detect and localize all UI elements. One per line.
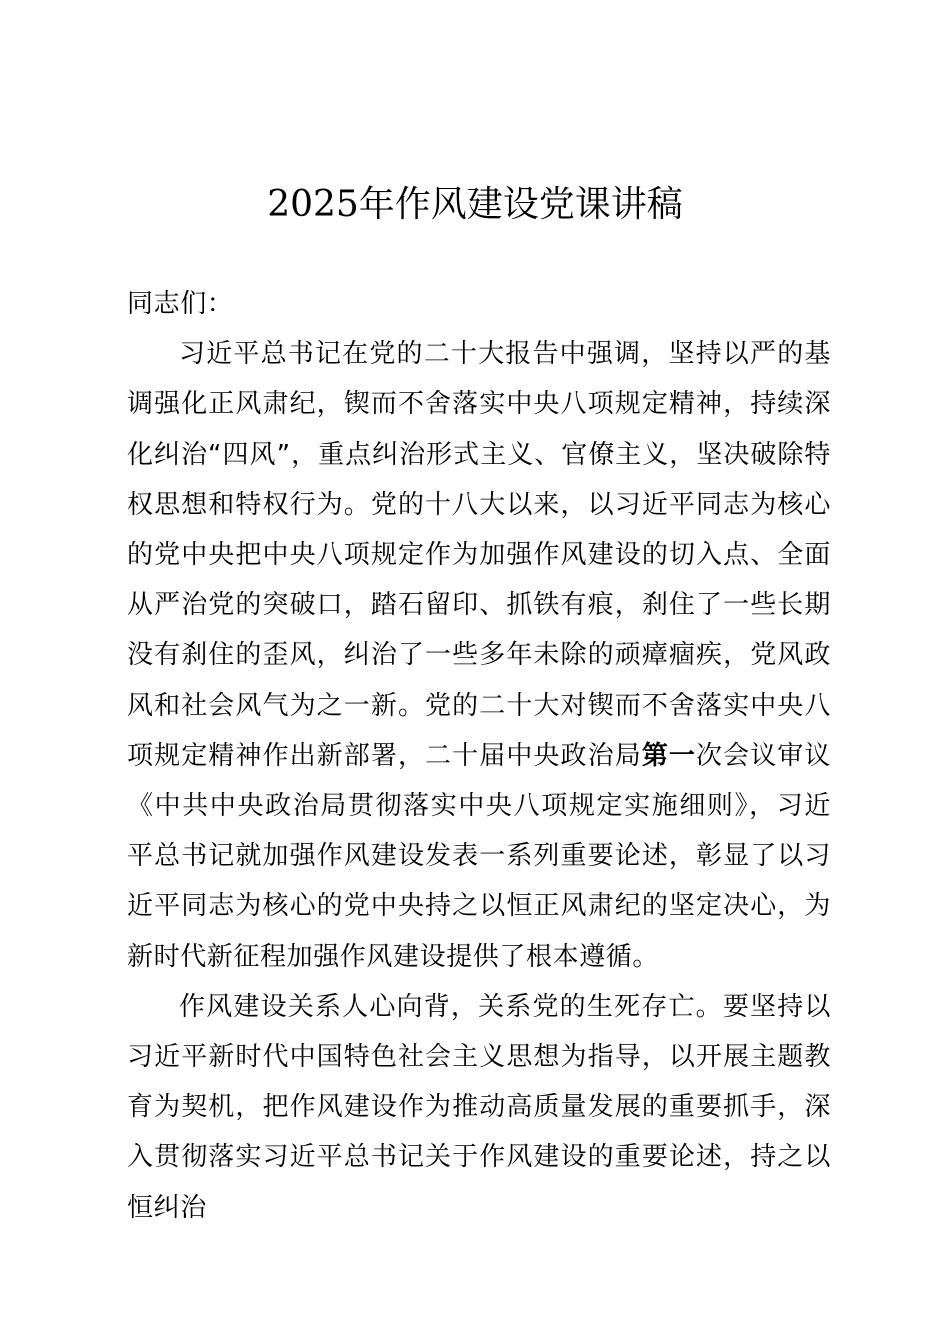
- paragraph-1-text-end: 次会议审议《中共中央政治局贯彻落实中央八项规定实施细则》，习近平总书记就加强作风建设发表一系列重要论述，彰显了以习近平同志为核心的党中央持之以恒正风肃纪的坚定决心，为新时代新征程加强作风建设提供了根本遵循。: [127, 740, 831, 972]
- salutation: 同志们：: [127, 289, 234, 319]
- paragraph-1-text-start: 习近平总书记在党的二十大报告中强调，坚持以严的基调强化正风肃纪，锲而不舍落实中央八项规定精神，持续深化纠治“四风”，重点纠治形式主义、官僚主义，坚决破除特权思想和特权行为。党的十八大以来，以习近平同志为核心的党中央把中央八项规定作为加强作风建设的切入点、全面从严治党的突破口，踏石留印、抓铁有痕，刹住了一些长期没有刹住的歪风，纠治了一些多年未除的顽瘴痼疾，党风政风和社会风气为之一新。党的二十大对锲而不舍落实中央八项规定精神作出新部署，二十届中央政治局: [127, 339, 831, 771]
- paragraph-1: [127, 329, 831, 982]
- paragraph-1-bold-text: 第一: [641, 740, 697, 771]
- document-body: [127, 279, 831, 1233]
- document-title: 2025年作风建设党课讲稿: [267, 184, 683, 225]
- paragraph-2: 作风建设关系人心向背，关系党的生死存亡。要坚持以习近平新时代中国特色社会主义思想为指导，以开展主题教育为契机，把作风建设作为推动高质量发展的重要抓手，深入贯彻落实习近平总书记关于作风建设的重要论述，持之以恒纠治: [127, 991, 831, 1223]
